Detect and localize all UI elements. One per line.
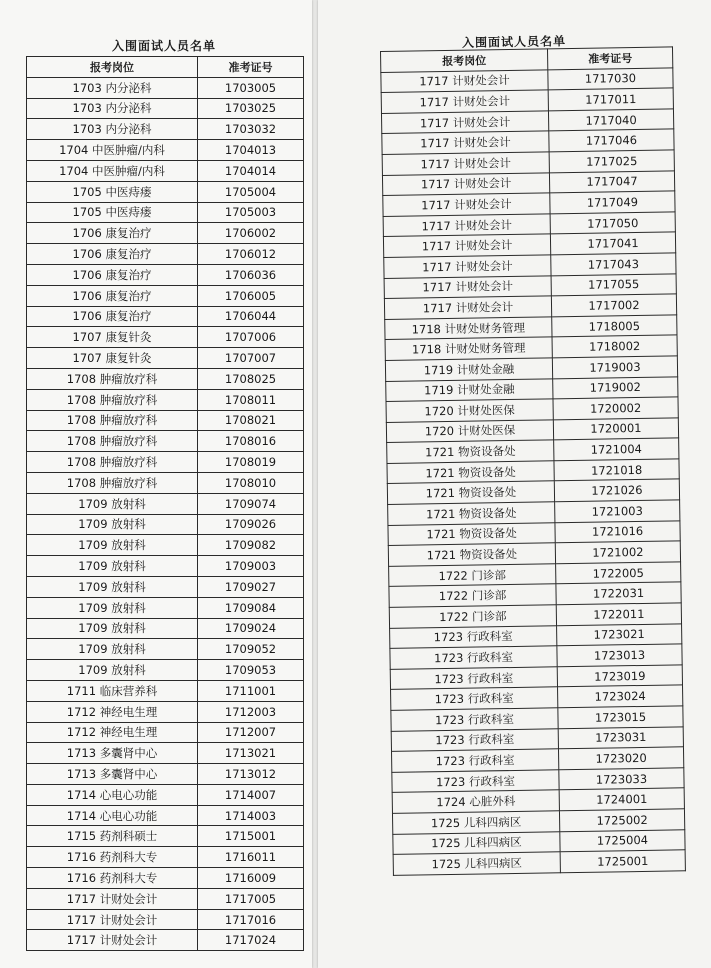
cell-position: 1725 儿科四病区 — [393, 831, 560, 854]
table-row — [393, 850, 685, 875]
cell-position: 1708 肿瘤放疗科 — [27, 368, 198, 389]
table-row — [27, 264, 304, 285]
cell-position: 1709 放射科 — [27, 576, 198, 597]
cell-exam-number: 1715001 — [198, 826, 304, 847]
cell-exam-number: 1705004 — [198, 181, 304, 202]
table-row — [27, 576, 304, 597]
right-roster-table — [380, 46, 686, 875]
cell-exam-number: 1714007 — [198, 784, 304, 805]
cell-exam-number: 1717025 — [549, 150, 674, 173]
header-position: 报考岗位 — [27, 57, 198, 78]
cell-position: 1717 计财处会计 — [381, 69, 548, 92]
cell-position: 1706 康复治疗 — [27, 285, 198, 306]
table-row — [27, 930, 304, 951]
cell-position: 1722 门诊部 — [389, 584, 556, 607]
table-row — [27, 160, 304, 181]
table-row — [27, 119, 304, 140]
cell-position: 1723 行政科室 — [390, 646, 557, 669]
cell-exam-number: 1716011 — [198, 847, 304, 868]
cell-position: 1717 计财处会计 — [382, 172, 549, 195]
cell-position: 1717 计财处会计 — [383, 193, 550, 216]
cell-position: 1717 计财处会计 — [382, 131, 549, 154]
table-row — [27, 888, 304, 909]
cell-exam-number: 1721026 — [554, 479, 679, 502]
cell-exam-number: 1704014 — [198, 160, 304, 181]
left-page-title: 入围面试人员名单 — [112, 39, 217, 53]
cell-position: 1719 计财处金融 — [386, 378, 553, 401]
cell-exam-number: 1724001 — [559, 788, 684, 811]
cell-exam-number: 1723015 — [558, 706, 683, 729]
cell-position: 1717 计财处会计 — [381, 90, 548, 113]
table-row — [27, 98, 304, 119]
cell-exam-number: 1720001 — [553, 418, 678, 441]
cell-exam-number: 1707007 — [198, 348, 304, 369]
header-exam-number: 准考证号 — [198, 57, 304, 78]
table-row — [27, 181, 304, 202]
cell-position: 1708 肿瘤放疗科 — [27, 472, 198, 493]
cell-position: 1721 物资设备处 — [387, 440, 554, 463]
cell-position: 1717 计财处会计 — [381, 111, 548, 134]
cell-position: 1722 门诊部 — [389, 564, 556, 587]
table-row — [27, 764, 304, 785]
cell-position: 1720 计财处医保 — [386, 420, 553, 443]
table-row — [27, 639, 304, 660]
cell-exam-number: 1703032 — [198, 119, 304, 140]
cell-position: 1709 放射科 — [27, 597, 198, 618]
cell-position: 1714 心电心功能 — [27, 805, 198, 826]
cell-exam-number: 1717046 — [549, 129, 674, 152]
cell-position: 1709 放射科 — [27, 514, 198, 535]
table-row — [27, 868, 304, 889]
cell-exam-number: 1722011 — [556, 603, 681, 626]
cell-exam-number: 1717047 — [549, 170, 674, 193]
table-row — [27, 618, 304, 639]
table-row — [27, 826, 304, 847]
table-row — [27, 389, 304, 410]
table-row — [27, 77, 304, 98]
table-row — [27, 140, 304, 161]
cell-exam-number: 1717011 — [548, 88, 673, 111]
cell-position: 1717 计财处会计 — [27, 888, 198, 909]
cell-exam-number: 1705003 — [198, 202, 304, 223]
cell-position: 1706 康复治疗 — [27, 264, 198, 285]
table-row — [27, 223, 304, 244]
cell-exam-number: 1708019 — [198, 452, 304, 473]
cell-exam-number: 1717050 — [550, 212, 675, 235]
cell-position: 1716 药剂科大专 — [27, 868, 198, 889]
cell-position: 1721 物资设备处 — [388, 502, 555, 525]
cell-position: 1709 放射科 — [27, 660, 198, 681]
cell-position: 1709 放射科 — [27, 639, 198, 660]
cell-position: 1719 计财处金融 — [385, 358, 552, 381]
cell-exam-number: 1708021 — [198, 410, 304, 431]
cell-position: 1703 内分泌科 — [27, 119, 198, 140]
cell-exam-number: 1722031 — [556, 582, 681, 605]
cell-position: 1722 门诊部 — [389, 605, 556, 628]
cell-position: 1708 肿瘤放疗科 — [27, 431, 198, 452]
cell-exam-number: 1709003 — [198, 556, 304, 577]
cell-position: 1717 计财处会计 — [383, 234, 550, 257]
table-row — [27, 556, 304, 577]
table-row — [27, 410, 304, 431]
table-row — [27, 535, 304, 556]
cell-position: 1707 康复针灸 — [27, 348, 198, 369]
cell-exam-number: 1706005 — [198, 285, 304, 306]
cell-exam-number: 1717041 — [550, 232, 675, 255]
table-row — [27, 597, 304, 618]
cell-exam-number: 1708011 — [198, 389, 304, 410]
cell-exam-number: 1721002 — [555, 541, 680, 564]
cell-position: 1717 计财处会计 — [382, 152, 549, 175]
cell-position: 1718 计财处财务管理 — [385, 337, 552, 360]
cell-exam-number: 1719003 — [552, 356, 677, 379]
table-row — [27, 431, 304, 452]
cell-exam-number: 1723013 — [557, 644, 682, 667]
cell-position: 1723 行政科室 — [390, 625, 557, 648]
cell-exam-number: 1703025 — [198, 98, 304, 119]
cell-exam-number: 1723031 — [558, 726, 683, 749]
cell-exam-number: 1717016 — [198, 909, 304, 930]
cell-position: 1703 内分泌科 — [27, 98, 198, 119]
cell-position: 1721 物资设备处 — [387, 481, 554, 504]
table-row — [27, 743, 304, 764]
cell-position: 1723 行政科室 — [391, 728, 558, 751]
cell-exam-number: 1703005 — [198, 77, 304, 98]
cell-exam-number: 1723019 — [557, 665, 682, 688]
cell-position: 1709 放射科 — [27, 556, 198, 577]
cell-exam-number: 1706002 — [198, 223, 304, 244]
table-row — [27, 805, 304, 826]
cell-exam-number: 1717005 — [198, 888, 304, 909]
cell-exam-number: 1711001 — [198, 680, 304, 701]
cell-exam-number: 1721018 — [554, 459, 679, 482]
cell-exam-number: 1713012 — [198, 764, 304, 785]
cell-exam-number: 1709026 — [198, 514, 304, 535]
cell-position: 1723 行政科室 — [390, 667, 557, 690]
table-row — [27, 493, 304, 514]
cell-position: 1717 计财处会计 — [27, 909, 198, 930]
cell-position: 1724 心脏外科 — [392, 790, 559, 813]
cell-position: 1716 药剂科大专 — [27, 847, 198, 868]
cell-exam-number: 1723033 — [559, 768, 684, 791]
cell-exam-number: 1712007 — [198, 722, 304, 743]
cell-position: 1723 行政科室 — [392, 749, 559, 772]
table-row — [27, 368, 304, 389]
cell-position: 1708 肿瘤放疗科 — [27, 452, 198, 473]
cell-exam-number: 1718002 — [552, 335, 677, 358]
table-row — [27, 680, 304, 701]
cell-position: 1709 放射科 — [27, 618, 198, 639]
cell-exam-number: 1708025 — [198, 368, 304, 389]
cell-exam-number: 1717043 — [551, 253, 676, 276]
table-row — [27, 722, 304, 743]
table-row — [27, 306, 304, 327]
cell-position: 1712 神经电生理 — [27, 701, 198, 722]
cell-exam-number: 1725004 — [560, 829, 685, 852]
table-row — [27, 202, 304, 223]
cell-exam-number: 1706036 — [198, 264, 304, 285]
cell-exam-number: 1709082 — [198, 535, 304, 556]
cell-exam-number: 1721004 — [554, 438, 679, 461]
table-row — [27, 472, 304, 493]
cell-position: 1723 行政科室 — [391, 687, 558, 710]
cell-position: 1705 中医痔瘘 — [27, 181, 198, 202]
cell-exam-number: 1725002 — [559, 809, 684, 832]
cell-position: 1717 计财处会计 — [27, 930, 198, 951]
cell-exam-number: 1716009 — [198, 868, 304, 889]
cell-exam-number: 1719002 — [553, 376, 678, 399]
cell-exam-number: 1717040 — [548, 109, 673, 132]
table-row — [27, 784, 304, 805]
header-exam-number: 准考证号 — [547, 47, 672, 70]
cell-position: 1725 儿科四病区 — [392, 811, 559, 834]
cell-position: 1723 行政科室 — [391, 708, 558, 731]
table-row — [27, 452, 304, 473]
cell-exam-number: 1723024 — [558, 685, 683, 708]
cell-position: 1706 康复治疗 — [27, 223, 198, 244]
cell-exam-number: 1706044 — [198, 306, 304, 327]
cell-exam-number: 1709052 — [198, 639, 304, 660]
cell-exam-number: 1717024 — [198, 930, 304, 951]
cell-position: 1721 物资设备处 — [388, 522, 555, 545]
table-row — [27, 660, 304, 681]
cell-position: 1718 计财处财务管理 — [385, 317, 552, 340]
cell-exam-number: 1718005 — [552, 315, 677, 338]
cell-exam-number: 1709027 — [198, 576, 304, 597]
cell-position: 1704 中医肿瘤/内科 — [27, 160, 198, 181]
cell-exam-number: 1720002 — [553, 397, 678, 420]
cell-position: 1717 计财处会计 — [383, 214, 550, 237]
cell-exam-number: 1717055 — [551, 273, 676, 296]
header-position: 报考岗位 — [381, 49, 548, 72]
cell-exam-number: 1708010 — [198, 472, 304, 493]
cell-exam-number: 1722005 — [556, 562, 681, 585]
cell-position: 1709 放射科 — [27, 535, 198, 556]
cell-position: 1713 多囊肾中心 — [27, 743, 198, 764]
cell-exam-number: 1712003 — [198, 701, 304, 722]
cell-exam-number: 1713021 — [198, 743, 304, 764]
cell-position: 1707 康复针灸 — [27, 327, 198, 348]
cell-exam-number: 1714003 — [198, 805, 304, 826]
cell-position: 1703 内分泌科 — [27, 77, 198, 98]
cell-exam-number: 1725001 — [560, 850, 685, 873]
table-row — [27, 285, 304, 306]
cell-position: 1717 计财处会计 — [384, 296, 551, 319]
cell-position: 1723 行政科室 — [392, 770, 559, 793]
right-page-title: 入围面试人员名单 — [461, 34, 567, 50]
cell-position: 1709 放射科 — [27, 493, 198, 514]
cell-position: 1708 肿瘤放疗科 — [27, 389, 198, 410]
cell-exam-number: 1723020 — [558, 747, 683, 770]
table-row — [27, 701, 304, 722]
cell-position: 1717 计财处会计 — [384, 255, 551, 278]
cell-position: 1717 计财处会计 — [384, 275, 551, 298]
cell-exam-number: 1717049 — [550, 191, 675, 214]
cell-position: 1713 多囊肾中心 — [27, 764, 198, 785]
cell-exam-number: 1717030 — [548, 67, 673, 90]
cell-exam-number: 1709074 — [198, 493, 304, 514]
cell-position: 1706 康复治疗 — [27, 244, 198, 265]
table-header-row — [27, 57, 304, 78]
cell-exam-number: 1708016 — [198, 431, 304, 452]
cell-exam-number: 1709024 — [198, 618, 304, 639]
cell-position: 1706 康复治疗 — [27, 306, 198, 327]
table-row — [27, 847, 304, 868]
left-roster-table — [26, 56, 304, 951]
cell-exam-number: 1723021 — [557, 623, 682, 646]
cell-exam-number: 1709084 — [198, 597, 304, 618]
cell-position: 1714 心电心功能 — [27, 784, 198, 805]
cell-position: 1711 临床营养科 — [27, 680, 198, 701]
cell-position: 1721 物资设备处 — [387, 461, 554, 484]
cell-position: 1725 儿科四病区 — [393, 852, 560, 875]
table-row — [27, 327, 304, 348]
cell-position: 1704 中医肿瘤/内科 — [27, 140, 198, 161]
cell-position: 1712 神经电生理 — [27, 722, 198, 743]
cell-exam-number: 1721003 — [555, 500, 680, 523]
cell-position: 1715 药剂科硕士 — [27, 826, 198, 847]
cell-position: 1708 肿瘤放疗科 — [27, 410, 198, 431]
table-row — [27, 514, 304, 535]
cell-position: 1705 中医痔瘘 — [27, 202, 198, 223]
cell-exam-number: 1706012 — [198, 244, 304, 265]
cell-exam-number: 1704013 — [198, 140, 304, 161]
cell-exam-number: 1709053 — [198, 660, 304, 681]
cell-exam-number: 1721016 — [555, 521, 680, 544]
table-row — [27, 244, 304, 265]
cell-position: 1720 计财处医保 — [386, 399, 553, 422]
cell-exam-number: 1707006 — [198, 327, 304, 348]
cell-position: 1721 物资设备处 — [388, 543, 555, 566]
cell-exam-number: 1717002 — [551, 294, 676, 317]
table-row — [27, 909, 304, 930]
table-row — [27, 348, 304, 369]
